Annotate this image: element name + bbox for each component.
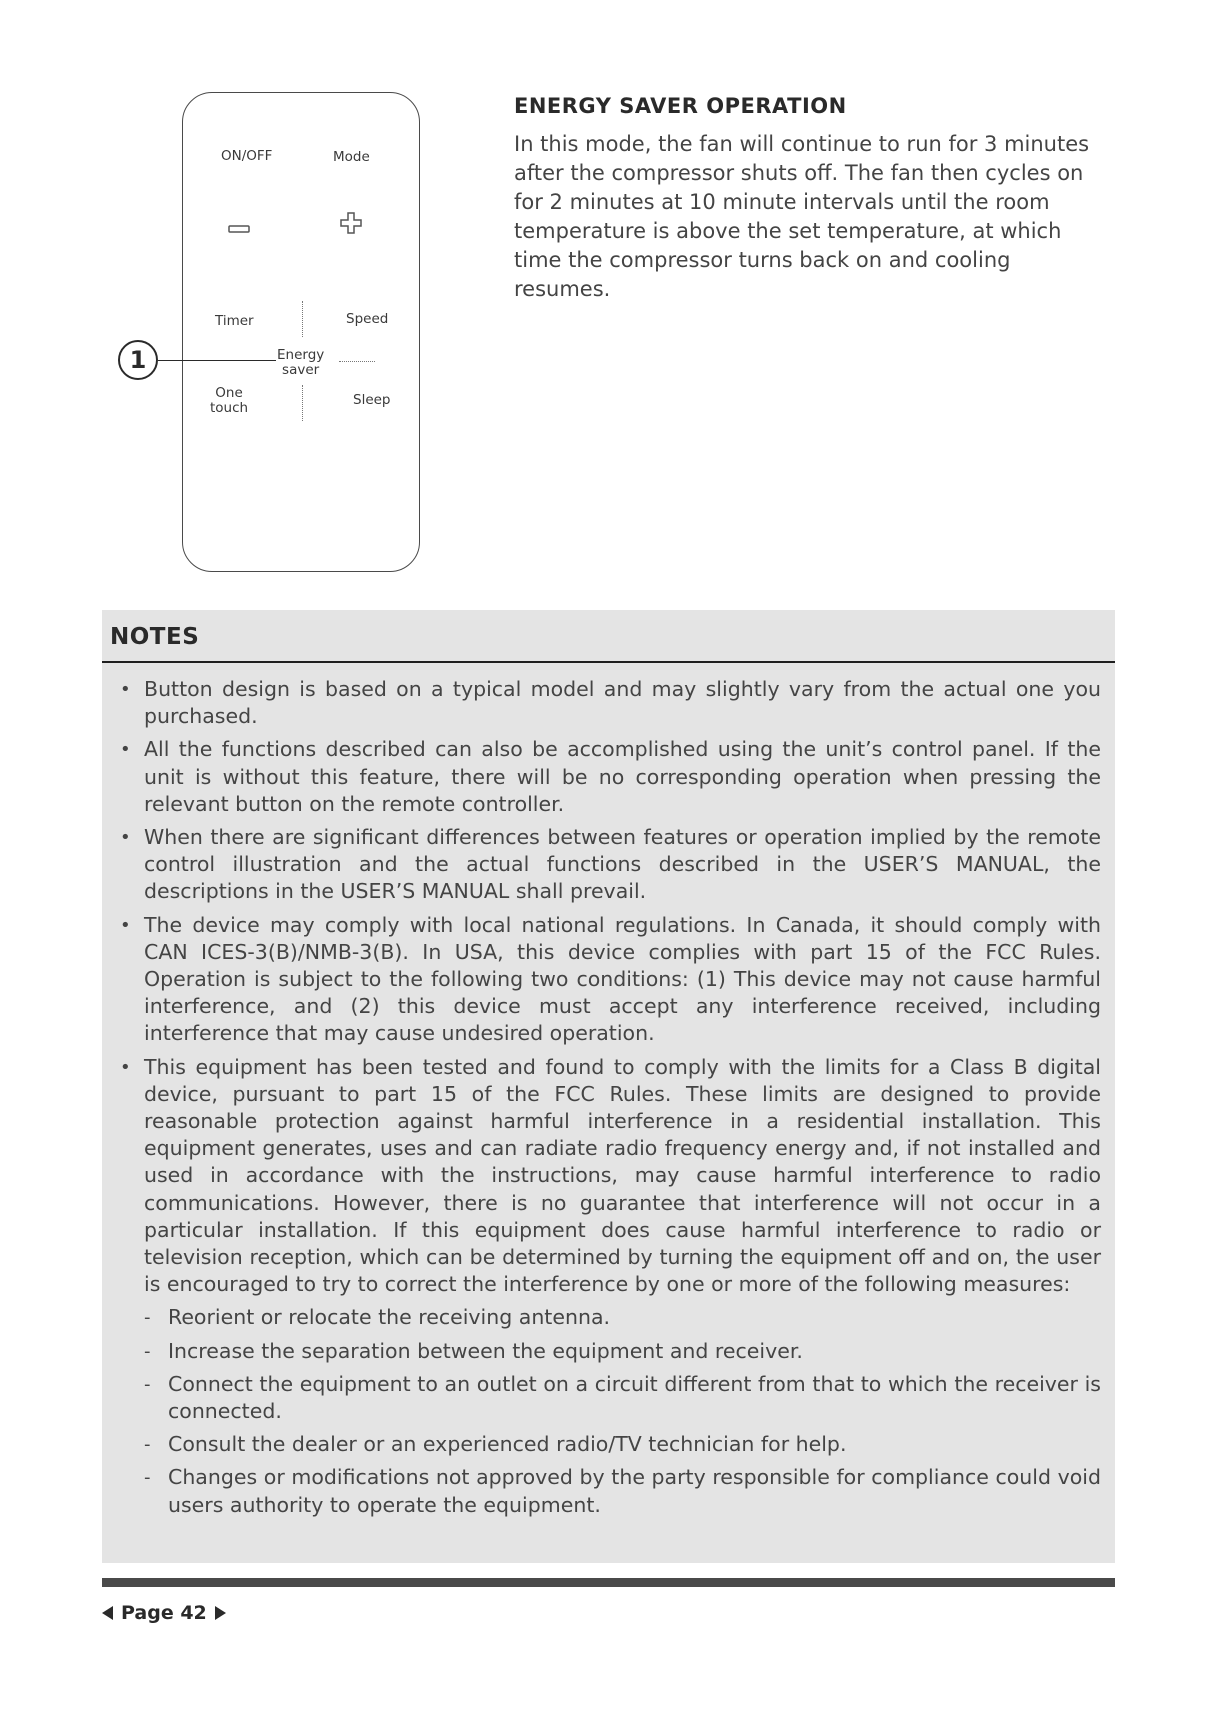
remote-control-illustration (182, 92, 420, 572)
measure-text: Consult the dealer or an experienced radio/TV technician for help. (168, 1432, 847, 1457)
bullet: • (120, 739, 131, 761)
note-text: When there are significant differences between features or operation implied by the remote control illustration and the actual functions described in the USER’S MANUAL, the descriptions in the USER’S MANUAL shall prevail. (144, 825, 1101, 904)
notes-divider (102, 661, 1115, 663)
list-item (102, 912, 1115, 1048)
list-item (144, 1371, 1101, 1425)
note-text: Button design is based on a typical model and may slightly vary from the actual one you purchased. (144, 677, 1101, 729)
divider-dots (302, 301, 303, 337)
notes-title: NOTES (110, 624, 200, 650)
list-item (144, 1338, 1101, 1365)
measures-list (144, 1304, 1101, 1518)
section-title: ENERGY SAVER OPERATION (514, 94, 847, 118)
divider-dots (339, 361, 375, 362)
divider-dots (302, 385, 303, 421)
page-navigator (102, 1602, 226, 1624)
callout-line (158, 360, 276, 361)
energy-saver-button[interactable] (277, 348, 324, 378)
dash: - (144, 1467, 151, 1489)
note-text: All the functions described can also be accomplished using the unit’s control panel. If the unit is without this feature, there will be no corresponding operation when pressing the relevant button on the remote controller. (144, 737, 1101, 816)
note-text: This equipment has been tested and found to comply with the limits for a Class B digital device, pursuant to part 15 of the FCC Rules. These limits are designed to provide reasonable protection against harmful interference in a residential installation. This equipment generates, uses and can radiate radio frequency energy and, if not installed and used in accordance with the instructions, may cause harmful interference to radio communications. However, there is no guarantee that interference will not occur in a particular installation. If this equipment does cause harmful interference to radio or television reception, which can be determined by turning the equipment off and on, the user is encouraged to try to correct the interference by one or more of the following measures: (144, 1054, 1101, 1297)
one-touch-label-line-2: touch (210, 400, 249, 416)
list-item (102, 736, 1115, 818)
next-page-icon[interactable] (215, 1606, 226, 1620)
bullet: • (120, 827, 131, 849)
notes-list (102, 676, 1115, 1525)
bullet: • (120, 1056, 131, 1078)
dash: - (144, 1307, 151, 1329)
plus-icon[interactable] (339, 211, 363, 239)
one-touch-label: One (215, 385, 243, 401)
footer-bar (102, 1578, 1115, 1587)
measure-text: Increase the separation between the equipment and receiver. (168, 1338, 803, 1363)
mode-button[interactable]: Mode (333, 149, 370, 165)
measure-text: Reorient or relocate the receiving antenna. (168, 1305, 611, 1330)
speed-button[interactable]: Speed (346, 311, 389, 327)
list-item (144, 1431, 1101, 1458)
dash: - (144, 1434, 151, 1456)
previous-page-icon[interactable] (102, 1606, 113, 1620)
measure-text: Changes or modifications not approved by the party responsible for compliance could void users authority to operate the equipment. (168, 1465, 1101, 1517)
energy-saver-label: Energy (277, 347, 325, 363)
list-item (144, 1464, 1101, 1518)
callout-number: 1 (118, 340, 158, 380)
bullet: • (120, 679, 131, 700)
list-item (102, 1054, 1115, 1519)
list-item (102, 676, 1115, 730)
sleep-button[interactable]: Sleep (353, 392, 391, 408)
dash: - (144, 1340, 151, 1362)
bullet: • (120, 914, 131, 936)
notes-box (102, 610, 1115, 1563)
list-item (102, 824, 1115, 906)
timer-button[interactable]: Timer (215, 313, 254, 329)
minus-icon[interactable] (228, 219, 250, 238)
section-body: In this mode, the fan will continue to run for 3 minutes after the compressor shuts off. The fan then cycles on for 2 minutes at 10 minute intervals until the room temperature is above the set temperature, at which time the compressor turns back on and cooling resumes. (514, 132, 1090, 301)
energy-saver-label-line-2: saver (282, 362, 320, 378)
page-number: Page 42 (121, 1602, 207, 1624)
measure-text: Connect the equipment to an outlet on a circuit different from that to which the receiver is connected. (168, 1371, 1101, 1424)
list-item (144, 1304, 1101, 1331)
on-off-button[interactable]: ON/OFF (221, 148, 273, 164)
one-touch-button[interactable] (210, 386, 248, 416)
dash: - (144, 1373, 151, 1395)
note-text: The device may comply with local national regulations. In Canada, it should comply with CAN ICES-3(B)/NMB-3(B). In USA, this device complies with part 15 of the FCC Rules. Operation is subject to the following two conditions: (1) This device may not cause harmful interference, and (2) this device must accept any interference received, including interference that may cause undesired operation. (144, 912, 1101, 1046)
